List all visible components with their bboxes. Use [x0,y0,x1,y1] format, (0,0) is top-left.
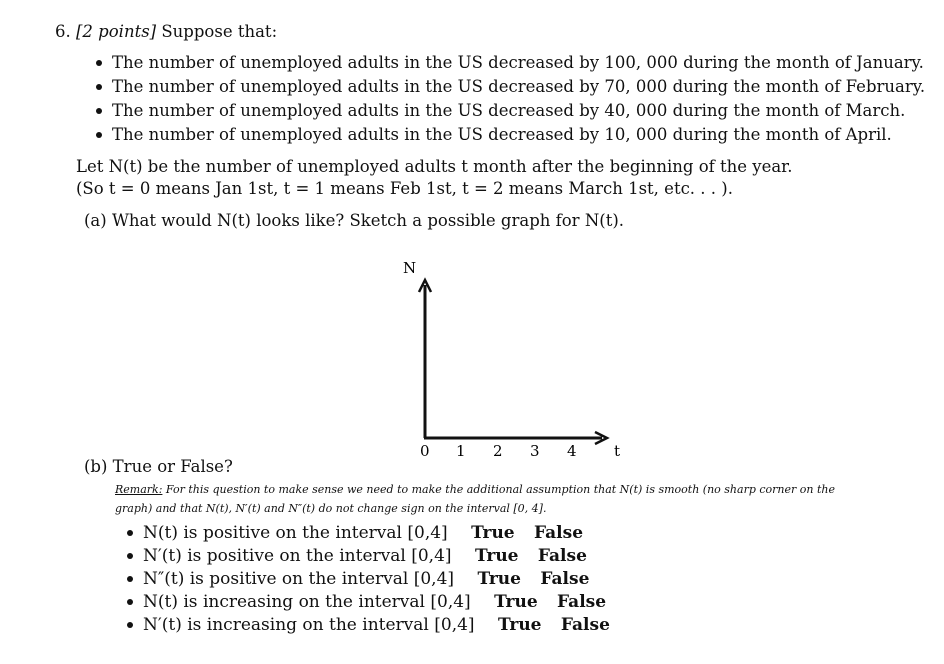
statement-row [127,522,583,544]
true-option[interactable]: True [474,546,519,566]
statement-text: N″(t) is positive on the interval [0,4] [143,569,455,589]
false-option[interactable]: False [540,569,590,589]
true-option[interactable]: True [471,523,515,543]
statement-text: N(t) is increasing on the interval [0,4] [143,592,471,612]
x-tick-label: 2 [493,442,503,460]
statement-text: N′(t) is increasing on the interval [0,4] [143,615,475,635]
x-tick-label: 4 [567,442,577,460]
part-a-question: (a) What would N(t) looks like? Sketch a possible graph for N(t). [84,211,625,230]
false-option[interactable]: False [537,546,587,566]
so-line: (So t = 0 means Jan 1st, t = 1 means Feb 1st, t = 2 means March 1st, etc. . . ). [76,179,733,198]
bullet-dot [96,132,102,138]
remark-text-1: For this question to make sense we need to make the additional assumption that N(t) is smooth (no sharp corner on the [162,483,835,496]
problem-number: 6. [55,22,71,41]
false-option[interactable]: False [534,523,584,543]
bullet-text: The number of unemployed adults in the US decreased by 40, 000 during the month of March. [112,101,906,120]
statement-text: N(t) is positive on the interval [0,4] [143,523,448,543]
x-tick-label: 0 [420,442,430,460]
bullet-dot [96,108,102,114]
bullet-dot [127,576,133,582]
let-line: Let N(t) be the number of unemployed adults t month after the beginning of the year. [76,157,793,176]
x-tick-label: 3 [530,442,540,460]
bullet-item [96,77,925,97]
statement-row [127,545,587,567]
sketch-axes [390,255,640,465]
bullet-dot [96,60,102,66]
false-option[interactable]: False [560,615,610,635]
x-axis-label: t [614,442,621,460]
statement-row [127,614,610,636]
bullet-item [96,53,924,73]
bullet-text: The number of unemployed adults in the US decreased by 70, 000 during the month of February. [112,77,926,96]
bullet-dot [127,553,133,559]
bullet-dot [96,84,102,90]
bullet-dot [127,599,133,605]
x-tick-label: 1 [456,442,466,460]
remark-label: Remark: [115,483,163,496]
statement-row [127,568,589,590]
problem-header [55,22,277,42]
bullet-item [96,101,905,121]
part-b-heading: (b) True or False? [84,457,233,476]
true-option[interactable]: True [477,569,521,589]
statement-text: N′(t) is positive on the interval [0,4] [143,546,452,566]
bullet-dot [127,622,133,628]
bullet-text: The number of unemployed adults in the US decreased by 100, 000 during the month of January. [112,53,924,72]
true-option[interactable]: True [494,592,538,612]
false-option[interactable]: False [557,592,607,612]
remark-line-1 [115,483,835,497]
true-option[interactable]: True [497,615,542,635]
bullet-text: The number of unemployed adults in the US decreased by 10, 000 during the month of April. [112,125,892,144]
bullet-item [96,125,892,145]
problem-intro: Suppose that: [161,22,278,41]
bullet-dot [127,530,133,536]
y-axis-label: N [403,259,417,277]
problem-points: [2 points] [76,22,157,41]
statement-row [127,591,606,613]
remark-line-2: graph) and that N(t), N′(t) and N″(t) do not change sign on the interval [0, 4]. [115,502,547,515]
